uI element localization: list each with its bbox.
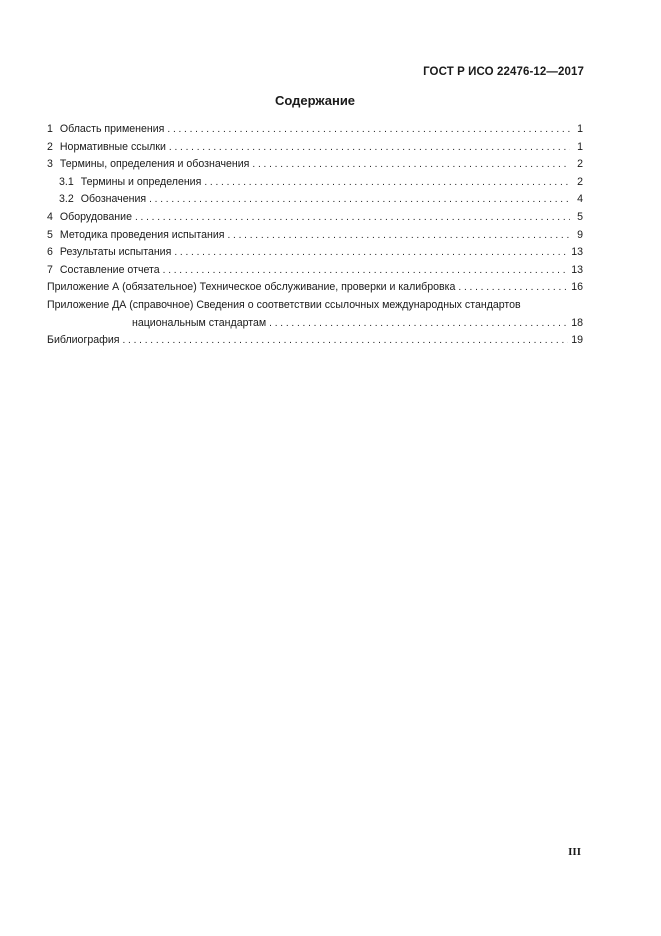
toc-entry-label: Приложение ДА (справочное) Сведения о соответствии ссылочных международных стандартов [47, 298, 521, 311]
toc-appendix-da-continuation[interactable] [47, 315, 583, 333]
toc-bibliography[interactable] [47, 332, 583, 350]
toc-entry-label: национальным стандартам [132, 316, 267, 329]
table-of-contents [47, 121, 583, 350]
toc-entry[interactable] [47, 139, 583, 157]
dot-leader [458, 279, 568, 297]
toc-entry-page: 18 [571, 316, 583, 329]
toc-entry-page: 4 [577, 193, 583, 206]
toc-entry-page: 13 [571, 263, 583, 276]
toc-title: Содержание [274, 93, 356, 108]
toc-entry-number: 6 [47, 246, 53, 259]
toc-entry-number: 7 [47, 263, 53, 276]
toc-entry-label: Нормативные ссылки [59, 140, 166, 153]
toc-entry-label: Приложение А (обязательное) Техническое обслуживание, проверки и калибровка [47, 281, 456, 294]
toc-entry-number: 2 [47, 140, 53, 153]
toc-entry-label: Обозначения [80, 193, 147, 206]
toc-entry-number: 5 [47, 228, 53, 241]
toc-entry-number: 3 [47, 158, 53, 171]
dot-leader [269, 315, 568, 333]
toc-entry-label: Термины, определения и обозначения [59, 158, 250, 171]
toc-entry-label: Методика проведения испытания [59, 228, 225, 241]
toc-entry-number: 4 [47, 210, 53, 223]
dot-leader [135, 209, 570, 227]
toc-entry-label: Термины и определения [80, 175, 202, 188]
toc-entry-label: Библиография [47, 334, 120, 347]
toc-entry-page: 16 [571, 281, 583, 294]
dot-leader [204, 174, 570, 192]
dot-leader [122, 332, 568, 350]
toc-entry-page: 2 [577, 158, 583, 171]
toc-entry-label: Область применения [59, 123, 165, 135]
toc-entry[interactable] [47, 262, 583, 280]
toc-entry-page: 2 [577, 175, 583, 188]
toc-subentry[interactable] [47, 174, 583, 192]
toc-subentry[interactable] [47, 191, 583, 209]
toc-entry[interactable] [47, 227, 583, 245]
dot-leader [149, 191, 570, 209]
toc-entry[interactable] [47, 156, 583, 174]
toc-entry-page: 19 [571, 334, 583, 347]
toc-entry-number: 1 [47, 123, 53, 135]
toc-entry-page: 13 [571, 246, 583, 259]
page-number: III [568, 846, 581, 858]
toc-entry[interactable] [47, 244, 583, 262]
toc-appendix-da[interactable] [47, 297, 583, 315]
dot-leader [174, 244, 568, 262]
dot-leader [163, 262, 569, 280]
toc-entry-number: 3.2 [59, 193, 74, 206]
toc-entry[interactable] [47, 121, 583, 139]
toc-entry-page: 1 [577, 123, 583, 135]
dot-leader [167, 121, 570, 139]
toc-entry-label: Результаты испытания [59, 246, 172, 259]
dot-leader [169, 139, 570, 157]
toc-entry-page: 9 [577, 228, 583, 241]
toc-appendix-a[interactable] [47, 279, 583, 297]
toc-entry-page: 1 [577, 140, 583, 153]
dot-leader [252, 156, 570, 174]
document-code: ГОСТ Р ИСО 22476-12—2017 [423, 66, 584, 78]
toc-entry[interactable] [47, 209, 583, 227]
toc-entry-label: Оборудование [59, 210, 132, 223]
toc-entry-label: Составление отчета [59, 263, 160, 276]
toc-entry-page: 5 [577, 210, 583, 223]
toc-entry-number: 3.1 [59, 175, 74, 188]
dot-leader [228, 227, 571, 245]
